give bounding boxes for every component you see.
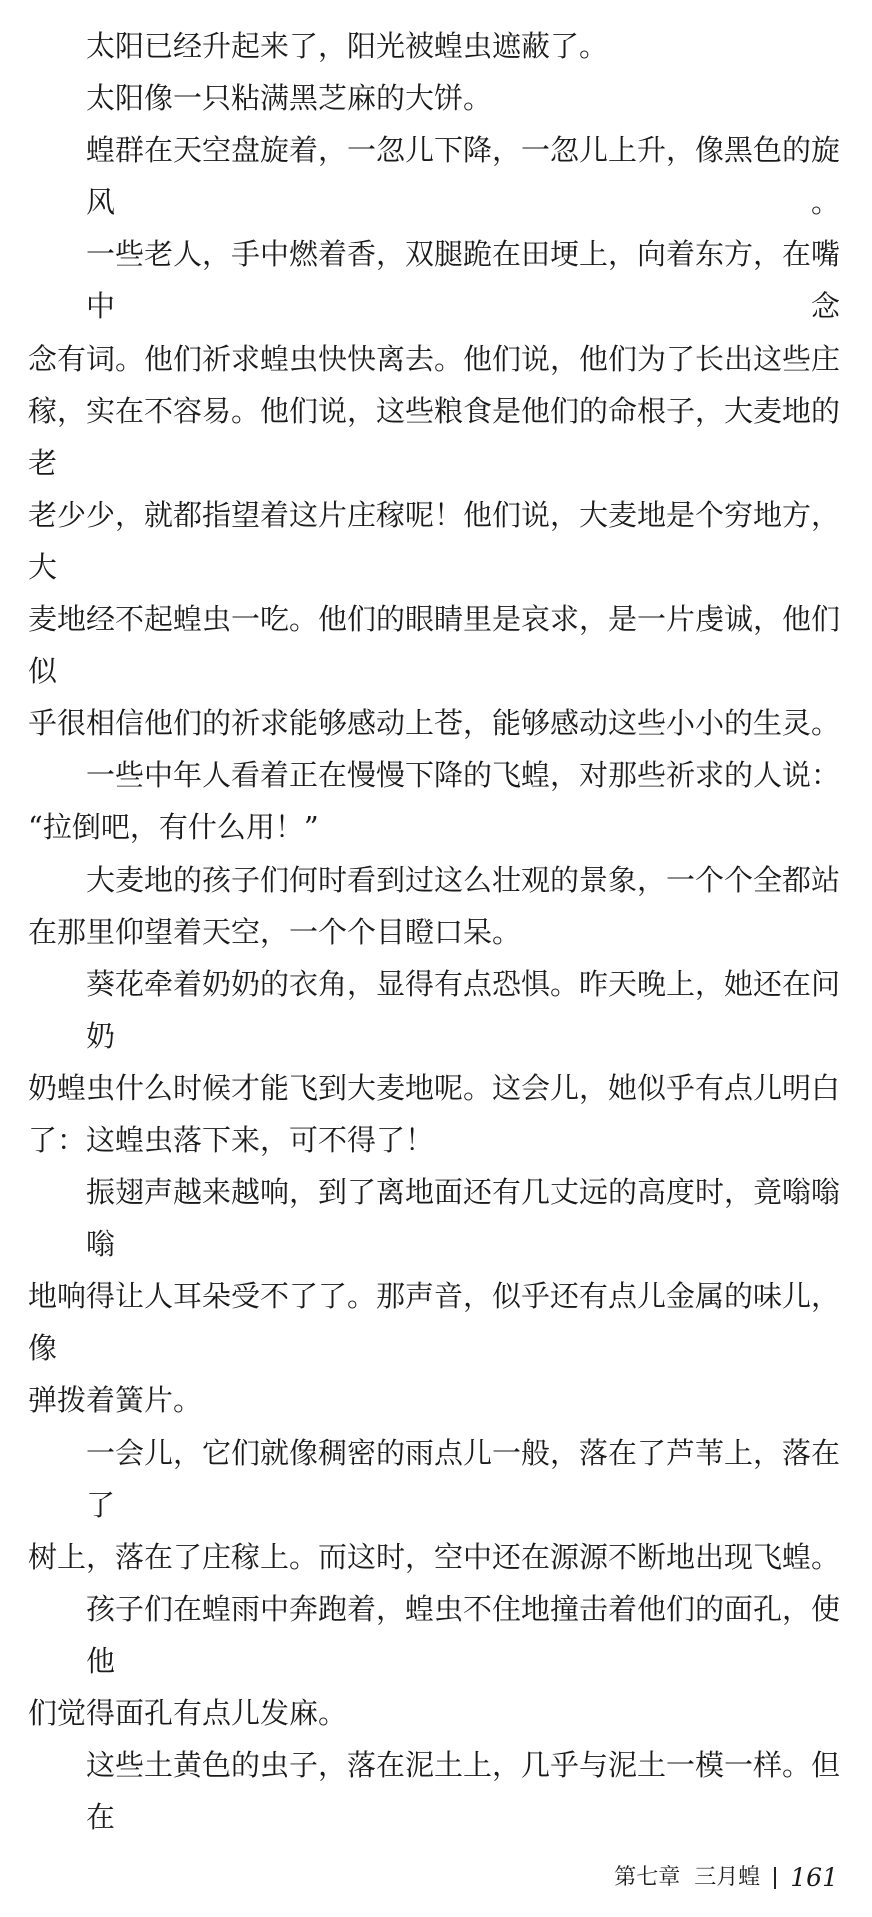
text-line: 大麦地的孩子们何时看到过这么壮观的景象，一个个全都站: [86, 862, 841, 897]
body-text: [28, 20, 840, 1843]
text-line: 在那里仰望着天空，一个个目瞪口呆。: [28, 914, 522, 949]
text-line: 稼，实在不容易。他们说，这些粮食是他们的命根子，大麦地的老: [28, 393, 841, 480]
text-line: 一会儿，它们就像稠密的雨点儿一般，落在了芦苇上，落在了: [86, 1435, 841, 1522]
text-line: 树上，落在了庄稼上。而这时，空中还在源源不断地出现飞蝗。: [28, 1539, 841, 1574]
text-line: 一些老人，手中燃着香，双腿跪在田埂上，向着东方，在嘴中念: [86, 237, 841, 324]
page-number: 161: [790, 1863, 838, 1893]
text-line: “拉倒吧，有什么用！”: [28, 810, 319, 845]
text-line: 太阳像一只粘满黑芝麻的大饼。: [86, 81, 493, 116]
text-line: 葵花牵着奶奶的衣角，显得有点恐惧。昨天晚上，她还在问奶: [86, 966, 841, 1053]
text-line: 太阳已经升起来了，阳光被蝗虫遮蔽了。: [86, 29, 609, 63]
text-line: 奶蝗虫什么时候才能飞到大麦地呢。这会儿，她似乎有点儿明白: [28, 1070, 841, 1105]
text-line: 弹拨着簧片。: [28, 1383, 203, 1418]
text-line: 乎很相信他们的祈求能够感动上苍，能够感动这些小小的生灵。: [28, 706, 841, 741]
text-line: 振翅声越来越响，到了离地面还有几丈远的高度时，竟嗡嗡嗡: [86, 1175, 841, 1262]
footer-divider: [774, 1867, 776, 1889]
text-line: 们觉得面孔有点儿发麻。: [28, 1696, 348, 1730]
chapter-number: 第七章: [614, 1865, 681, 1891]
text-line: 老少少，就都指望着这片庄稼呢！他们说，大麦地是个穷地方，大: [28, 497, 841, 584]
page-footer: [614, 1843, 838, 1893]
text-line: 念有词。他们祈求蝗虫快快离去。他们说，他们为了长出这些庄: [28, 341, 841, 376]
text-line: 孩子们在蝗雨中奔跑着，蝗虫不住地撞击着他们的面孔，使他: [86, 1591, 841, 1678]
text-line: 麦地经不起蝗虫一吃。他们的眼睛里是哀求，是一片虔诚，他们似: [28, 602, 841, 689]
text-line: 地响得让人耳朵受不了了。那声音，似乎还有点儿金属的味儿，像: [28, 1279, 841, 1366]
text-line: 了：这蝗虫落下来，可不得了！: [28, 1122, 435, 1157]
text-line: 这些土黄色的虫子，落在泥土上，几乎与泥土一模一样。但在: [86, 1748, 841, 1835]
text-line: 蝗群在天空盘旋着，一忽儿下降，一忽儿上升，像黑色的旋风。: [86, 133, 841, 220]
chapter-title: 三月蝗: [694, 1865, 761, 1891]
text-line: 一些中年人看着正在慢慢下降的飞蝗，对那些祈求的人说：: [86, 758, 841, 793]
